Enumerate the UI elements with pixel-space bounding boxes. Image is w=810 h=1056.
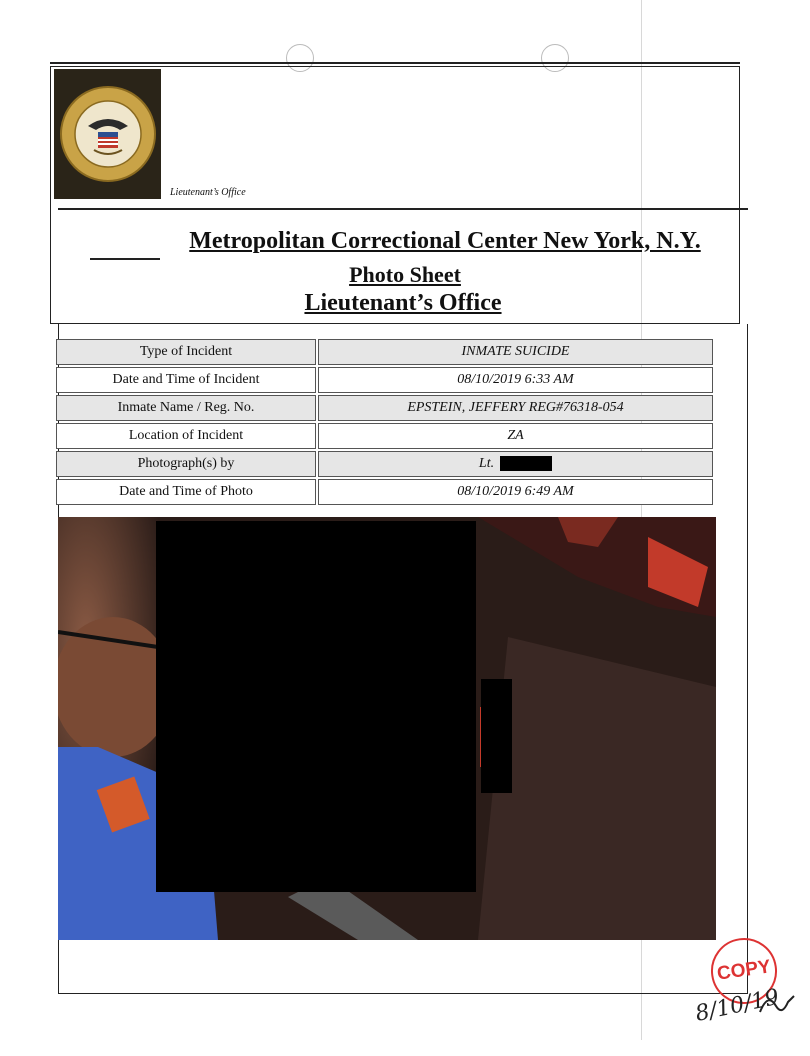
incident-photo [58, 517, 716, 940]
document-title: Metropolitan Correctional Center New York, N.Y. [189, 228, 701, 254]
table-row [56, 339, 713, 365]
document-office-title: Lieutenant’s Office [304, 290, 502, 316]
row-label: Photograph(s) by [56, 451, 316, 477]
row-label: Date and Time of Incident [56, 367, 316, 393]
header-divider [58, 208, 748, 210]
title-underline-extension [90, 258, 160, 260]
row-label: Inmate Name / Reg. No. [56, 395, 316, 421]
table-row [56, 395, 713, 421]
office-label-small: Lieutenant’s Office [170, 187, 246, 198]
row-value: ZA [318, 423, 713, 449]
table-row [56, 423, 713, 449]
row-value: 08/10/2019 6:49 AM [318, 479, 713, 505]
page-top-edge [50, 62, 740, 64]
handwritten-date-signature [690, 972, 810, 1032]
row-label: Date and Time of Photo [56, 479, 316, 505]
row-value: 08/10/2019 6:33 AM [318, 367, 713, 393]
row-value: INMATE SUICIDE [318, 339, 713, 365]
redaction-bar [500, 456, 552, 471]
document-subtitle: Photo Sheet [349, 262, 461, 287]
table-row [56, 451, 713, 477]
row-value [318, 451, 713, 477]
table-row [56, 479, 713, 505]
incident-info-table [54, 337, 715, 507]
handwritten-date: 8/10/19 [693, 984, 782, 1027]
copy-stamp: COPY [707, 934, 782, 1009]
redaction-block-large [156, 521, 476, 892]
table-row [56, 367, 713, 393]
row-value: EPSTEIN, JEFFERY REG#76318-054 [318, 395, 713, 421]
bop-seal-logo [54, 69, 161, 199]
redaction-block-small [481, 679, 512, 793]
row-label: Location of Incident [56, 423, 316, 449]
seal-emblem-icon [58, 84, 158, 184]
photographer-prefix: Lt. [478, 456, 495, 471]
row-label: Type of Incident [56, 339, 316, 365]
